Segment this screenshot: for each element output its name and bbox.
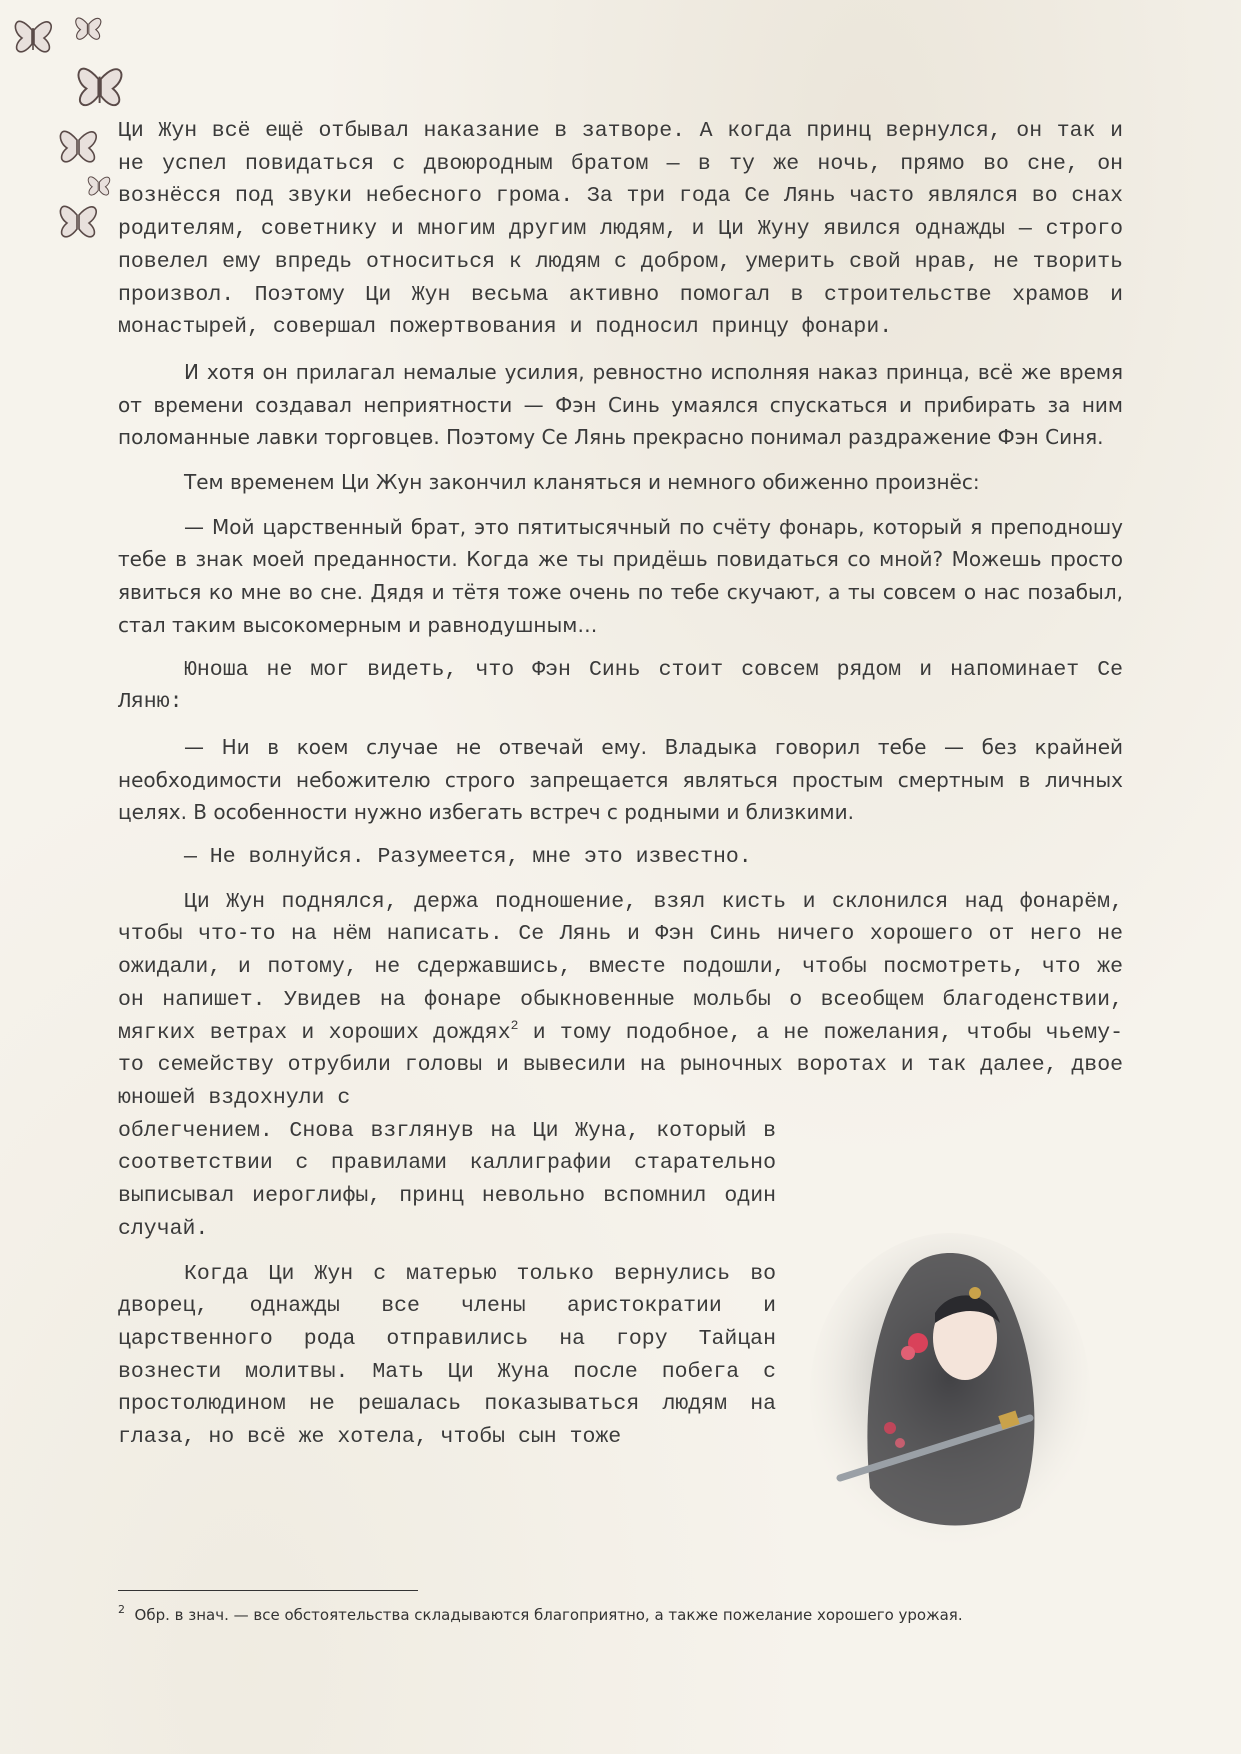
footnote-text: Обр. в знач. — все обстоятельства складываются благоприятно, а также пожелание хорошего урожая.: [134, 1606, 963, 1624]
paragraph: И хотя он прилагал немалые усилия, ревностно исполняя наказ принца, всё же время от времени создавал неприятности — Фэн Синь умаялся спускаться и прибирать за ним поломанные лавки торговцев. Поэтому Се Лянь прекрасно понимал раздражение Фэн Синя.: [118, 359, 1123, 450]
butterfly-icon: [88, 177, 109, 195]
paragraph: Юноша не мог видеть, что Фэн Синь стоит совсем рядом и напоминает Се Ляню:: [118, 657, 1123, 715]
character-illustration: [800, 1228, 1100, 1558]
footnote-divider: [118, 1590, 418, 1591]
footnote-reference[interactable]: 2: [510, 1017, 519, 1033]
butterfly-icon: [78, 69, 121, 105]
paragraph: — Не волнуйся. Разумеется, мне это известно.: [184, 845, 752, 870]
paragraph: Ци Жун всё ещё отбывал наказание в затворе. А когда принц вернулся, он так и не успел повидаться с двоюродным братом — в ту же ночь, прямо во сне, он вознёсся под звуки небесного грома. За три года Се Лянь часто являлся во снах родителям, советнику и многим другим людям, и Ци Жуну явился однажды — строго повелел ему впредь относиться к людям с добром, умерить свой нрав, не творить произвол. Поэтому Ци Жун весьма активно помогал в строительстве храмов и монастырей, совершал пожертвования и подносил принцу фонари.: [118, 119, 1123, 340]
footnote-number: 2: [118, 1603, 125, 1616]
paragraph: — Ни в коем случае не отвечай ему. Владыка говорил тебе — без крайней необходимости небожителю строго запрещается являться простым смертным в личных целях. В особенности нужно избегать встреч с родными и близкими.: [118, 734, 1123, 825]
paragraph-with-footnote: [118, 886, 1123, 1115]
butterfly-icon: [60, 131, 96, 161]
paragraph: Тем временем Ци Жун закончил кланяться и немного обиженно произнёс:: [184, 470, 980, 495]
paragraph-text: и тому подобное, а не пожелания, чтобы чьему-то семейству отрубили головы и вывесили на рыночных воротах и так далее, двое юношей вздохнули с: [118, 1020, 1123, 1110]
paragraph: Когда Ци Жун с матерью только вернулись во дворец, однажды все члены аристократии и царственного рода отправились на гору Тайцан вознести молитвы. Мать Ци Жуна после побега с простолюдином не решалась показываться людям на глаза, но всё же хотела, чтобы сын тоже: [118, 1261, 776, 1450]
paragraph-text: Ци Жун поднялся, держа подношение, взял кисть и склонился над фонарём, чтобы что-то на нём написать. Се Лянь и Фэн Синь ничего хорошего от него не ожидали, и потому, не сдержавшись, вместе подошли, чтобы посмотреть, что же он напишет. Увидев на фонаре обыкновенные мольбы о всеобщем благоденствии, мягких ветрах и хороших дождях: [118, 889, 1123, 1045]
paragraph: облегчением. Снова взглянув на Ци Жуна, который в соответствии с правилами каллиграфии старательно выписывал иероглифы, принц невольно вспомнил один случай.: [118, 1118, 776, 1241]
paragraph: — Мой царственный брат, это пятитысячный по счёту фонарь, который я преподношу тебе в знак моей преданности. Когда же ты придёшь повидаться со мной? Можешь просто явиться ко мне во сне. Дядя и тётя тоже очень по тебе скучают, а ты совсем о нас позабыл, стал таким высокомерным и равнодушным…: [118, 514, 1123, 637]
footnote: [118, 1603, 1118, 1624]
butterfly-icon: [15, 21, 51, 51]
butterfly-icon: [76, 18, 101, 39]
butterfly-icon: [60, 206, 96, 236]
